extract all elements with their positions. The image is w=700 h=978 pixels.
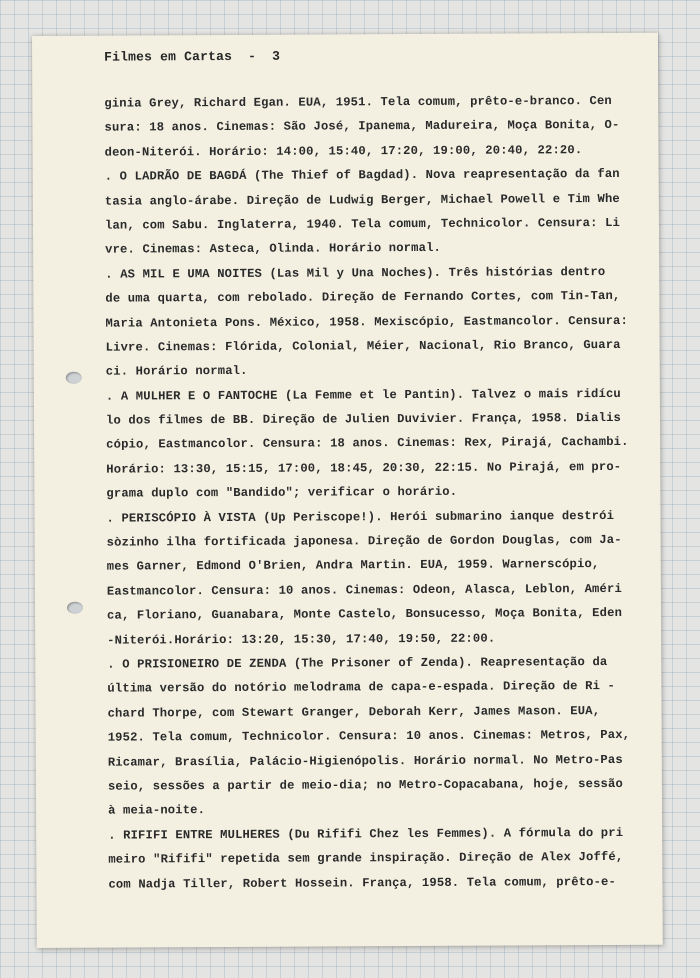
text-line: meiro "Rififi" repetida sem grande inspiração. Direção de Alex Joffé, <box>108 850 624 867</box>
text-line: ci. Horário normal. <box>105 364 248 379</box>
punch-hole-top <box>66 372 82 384</box>
text-line: sòzinho ilha fortificada japonesa. Direção de Gordon Douglas, com Ja- <box>106 532 622 550</box>
text-line: tasia anglo-árabe. Direção de Ludwig Berger, Michael Powell e Tim Whe <box>104 191 620 209</box>
text-line: Ricamar, Brasília, Palácio-Higienópolis. Horário normal. No Metro-Pas <box>107 752 623 770</box>
text-line: . RIFIFI ENTRE MULHERES (Du Rififi Chez les Femmes). A fórmula do pri <box>108 825 624 843</box>
text-line: . A MULHER E O FANTOCHE (La Femme et le Pantin). Talvez o mais ridícu <box>105 386 621 404</box>
text-line: Livre. Cinemas: Flórida, Colonial, Méier, Nacional, Rio Branco, Guara <box>105 337 621 355</box>
text-line: cópio, Eastmancolor. Censura: 18 anos. Cinemas: Rex, Pirajá, Cachambi. <box>106 435 629 453</box>
text-line: . PERISCÓPIO À VISTA (Up Periscope!). Herói submarino ianque destrói <box>106 508 615 526</box>
text-line: Horário: 13:30, 15:15, 17:00, 18:45, 20:30, 22:15. No Pirajá, em pro- <box>106 459 622 477</box>
text-line: lan, com Sabu. Inglaterra, 1940. Tela comum, Technicolor. Censura: Li <box>104 215 621 233</box>
text-line: grama duplo com "Bandido"; verificar o horário. <box>106 485 458 501</box>
text-line: ginia Grey, Richard Egan. EUA, 1951. Tela comum, prêto-e-branco. Cen <box>104 93 612 111</box>
text-line: -Niterói.Horário: 13:20, 15:30, 17:40, 19:50, 22:00. <box>107 631 496 648</box>
text-line: com Nadja Tiller, Robert Hossein. França, 1958. Tela comum, prêto-e- <box>108 874 617 892</box>
text-line: à meia-noite. <box>108 803 206 818</box>
text-line: Eastmancolor. Censura: 10 anos. Cinemas: Odeon, Alasca, Leblon, Améri <box>106 581 622 599</box>
typewritten-page <box>32 33 663 948</box>
text-line: . O LADRÃO DE BAGDÁ (The Thief of Bagdad). Nova reapresentação da fan <box>104 167 620 184</box>
text-line: 1952. Tela comum, Technicolor. Censura: 10 anos. Cinemas: Metros, Pax, <box>107 728 631 745</box>
text-line: mes Garner, Edmond O'Brien, Andra Martin. EUA, 1959. Warnerscópio, <box>106 557 600 575</box>
punch-hole-bottom <box>67 602 83 614</box>
review-text <box>104 89 656 897</box>
text-line: sura: 18 anos. Cinemas: São José, Ipanema, Madureira, Moça Bonita, O- <box>104 118 620 136</box>
text-line: de uma quarta, com rebolado. Direção de Fernando Cortes, com Tin-Tan, <box>105 289 621 306</box>
text-line: deon-Niterói. Horário: 14:00, 15:40, 17:20, 19:00, 20:40, 22:20. <box>104 142 583 160</box>
text-line: seio, sessões a partir de meio-dia; no Metro-Copacabana, hoje, sessão <box>107 776 623 794</box>
text-line: chard Thorpe, com Stewart Granger, Deborah Kerr, James Mason. EUA, <box>107 703 601 721</box>
text-line: lo dos filmes de BB. Direção de Julien Duvivier. França, 1958. Dialis <box>105 410 622 428</box>
text-line: última versão do notório melodrama de capa-e-espada. Direção de Ri - <box>107 679 615 696</box>
text-line: . AS MIL E UMA NOITES (Las Mil y Una Noches). Três histórias dentro <box>105 264 606 282</box>
text-line: . O PRISIONEIRO DE ZENDA (The Prisoner of Zenda). Reapresentação da <box>107 654 608 672</box>
text-line: ca, Floriano, Guanabara, Monte Castelo, Bonsucesso, Moça Bonita, Eden <box>107 606 623 623</box>
page-header: Filmes em Cartas - 3 <box>104 48 281 65</box>
text-line: vre. Cinemas: Asteca, Olinda. Horário normal. <box>105 241 442 257</box>
text-line: Maria Antonieta Pons. México, 1958. Mexiscópio, Eastmancolor. Censura: <box>105 313 629 331</box>
